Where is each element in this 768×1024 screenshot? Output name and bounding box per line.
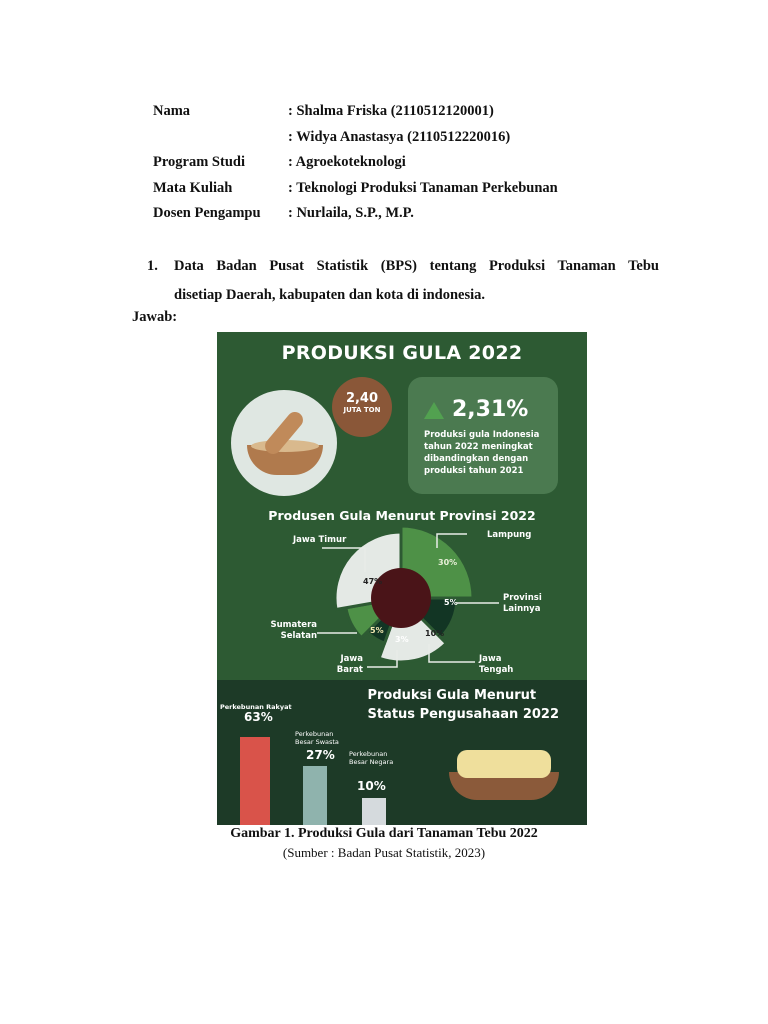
figure-caption: Gambar 1. Produksi Gula dari Tanaman Tebu 2022 <box>230 826 538 841</box>
label-jawa-barat: Jawa Barat <box>336 654 363 675</box>
label-prodi: Program Studi <box>153 154 245 170</box>
status-value-negara: 10% <box>357 779 386 793</box>
value-jawa-timur: 47% <box>363 577 383 586</box>
label-matkul: Mata Kuliah <box>153 180 233 196</box>
status-label-negara: Perkebunan Besar Negara <box>349 750 394 766</box>
status-title: Produksi Gula Menurut Status Pengusahaan 2022 <box>367 688 559 722</box>
sugar-cubes-icon <box>457 750 551 778</box>
label-jawa-timur: Jawa Timur <box>293 535 347 545</box>
status-label-rakyat: Perkebunan Rakyat <box>220 703 292 711</box>
infographic-title: PRODUKSI GULA 2022 <box>281 342 523 364</box>
value-nama-2: : Widya Anastasya (2110512220016) <box>288 129 511 145</box>
question-line-1: Data Badan Pusat Statistik (BPS) tentang Produksi Tanaman Tebu <box>174 258 659 274</box>
province-title: Produsen Gula Menurut Provinsi 2022 <box>268 508 536 523</box>
value-dosen: : Nurlaila, S.P., M.P. <box>288 205 414 221</box>
growth-description: Produksi gula Indonesia tahun 2022 meningkat dibandingkan dengan produksi tahun 2021 <box>424 430 540 476</box>
building-swasta-icon <box>303 766 327 825</box>
value-jawa-tengah: 10% <box>425 629 445 638</box>
badge-value: 2,40 <box>345 391 379 406</box>
label-nama: Nama <box>153 103 191 119</box>
building-negara-icon <box>362 798 386 825</box>
figure-source: (Sumber : Badan Pusat Statistik, 2023) <box>282 845 486 860</box>
value-jawa-barat: 3% <box>395 635 409 644</box>
label-dosen: Dosen Pengampu <box>153 205 261 221</box>
label-jawa-tengah: Jawa Tengah <box>479 654 514 675</box>
status-value-rakyat: 63% <box>244 710 273 724</box>
status-value-swasta: 27% <box>306 748 335 762</box>
badge-unit: JUTA TON <box>343 406 381 414</box>
label-provinsi-lainnya: Provinsi Lainnya <box>503 593 542 614</box>
answer-label: Jawab: <box>132 309 178 325</box>
label-sumatera-selatan: Sumatera Selatan <box>270 620 317 641</box>
value-matkul: : Teknologi Produksi Tanaman Perkebunan <box>288 180 558 196</box>
value-prodi: : Agroekoteknologi <box>288 154 406 170</box>
question-number: 1. <box>147 258 158 274</box>
growth-value: 2,31% <box>452 397 529 422</box>
building-rakyat-icon <box>240 737 270 825</box>
label-lampung: Lampung <box>487 530 532 540</box>
question-line-2: disetiap Daerah, kabupaten dan kota di indonesia. <box>174 287 486 303</box>
infographic <box>217 332 587 825</box>
question-1 <box>147 252 659 310</box>
value-nama-1: : Shalma Friska (2110512120001) <box>288 103 494 119</box>
status-label-swasta: Perkebunan Besar Swasta <box>295 730 339 746</box>
value-provinsi-lainnya: 5% <box>444 598 458 607</box>
value-sumatera-selatan: 5% <box>370 626 384 635</box>
value-lampung: 30% <box>438 558 458 567</box>
